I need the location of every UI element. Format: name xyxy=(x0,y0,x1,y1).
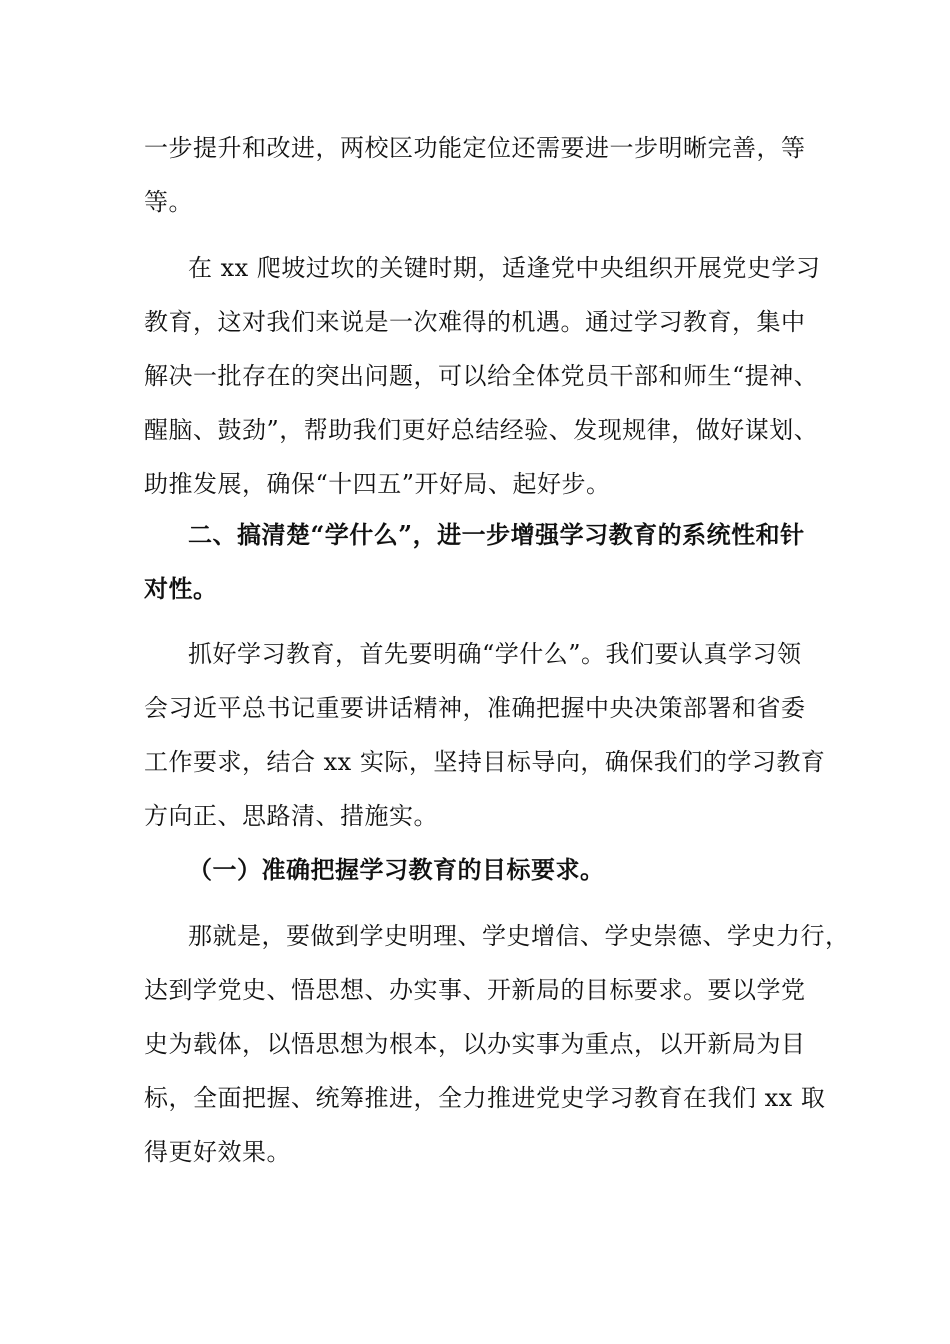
text-line: 工作要求，结合 xx 实际，坚持目标导向，确保我们的学习教育 xyxy=(144,748,826,776)
text-line: 方向正、思路清、措施实。 xyxy=(144,802,438,830)
heading-line: 二、搞清楚“学什么”，进一步增强学习教育的系统性和针 xyxy=(188,520,805,549)
text-line: 教育，这对我们来说是一次难得的机遇。通过学习教育，集中 xyxy=(144,308,806,336)
text-line: 会习近平总书记重要讲话精神，准确把握中央决策部署和省委 xyxy=(144,694,806,722)
heading-line: 对性。 xyxy=(144,574,218,603)
text-line: 一步提升和改进，两校区功能定位还需要进一步明晰完善，等 xyxy=(144,134,806,162)
subsection-heading xyxy=(144,843,844,897)
section-heading xyxy=(144,508,844,616)
text-line: 达到学党史、悟思想、办实事、开新局的目标要求。要以学党 xyxy=(144,976,806,1004)
text-line: 等。 xyxy=(144,188,193,216)
text-line: 那就是，要做到学史明理、学史增信、学史崇德、学史力行， xyxy=(188,922,850,950)
text-line: 解决一批存在的突出问题，可以给全体党员干部和师生“提神、 xyxy=(144,362,819,390)
paragraph-what-to-learn xyxy=(144,627,844,843)
subheading-line: （一）准确把握学习教育的目标要求。 xyxy=(188,855,605,884)
paragraph-goals xyxy=(144,909,850,1179)
paragraph-opportunity xyxy=(144,241,844,511)
text-line: 在 xx 爬坡过坎的关键时期，适逢党中央组织开展党史学习 xyxy=(188,254,821,282)
text-line: 标，全面把握、统筹推进，全力推进党史学习教育在我们 xx 取 xyxy=(144,1084,826,1112)
paragraph-continuation xyxy=(144,121,844,229)
text-line: 得更好效果。 xyxy=(144,1138,291,1166)
text-line: 抓好学习教育，首先要明确“学什么”。我们要认真学习领 xyxy=(188,640,802,668)
text-line: 助推发展，确保“十四五”开好局、起好步。 xyxy=(144,470,611,498)
text-line: 史为载体，以悟思想为根本，以办实事为重点，以开新局为目 xyxy=(144,1030,806,1058)
text-line: 醒脑、鼓劲”，帮助我们更好总结经验、发现规律，做好谋划、 xyxy=(144,416,819,444)
